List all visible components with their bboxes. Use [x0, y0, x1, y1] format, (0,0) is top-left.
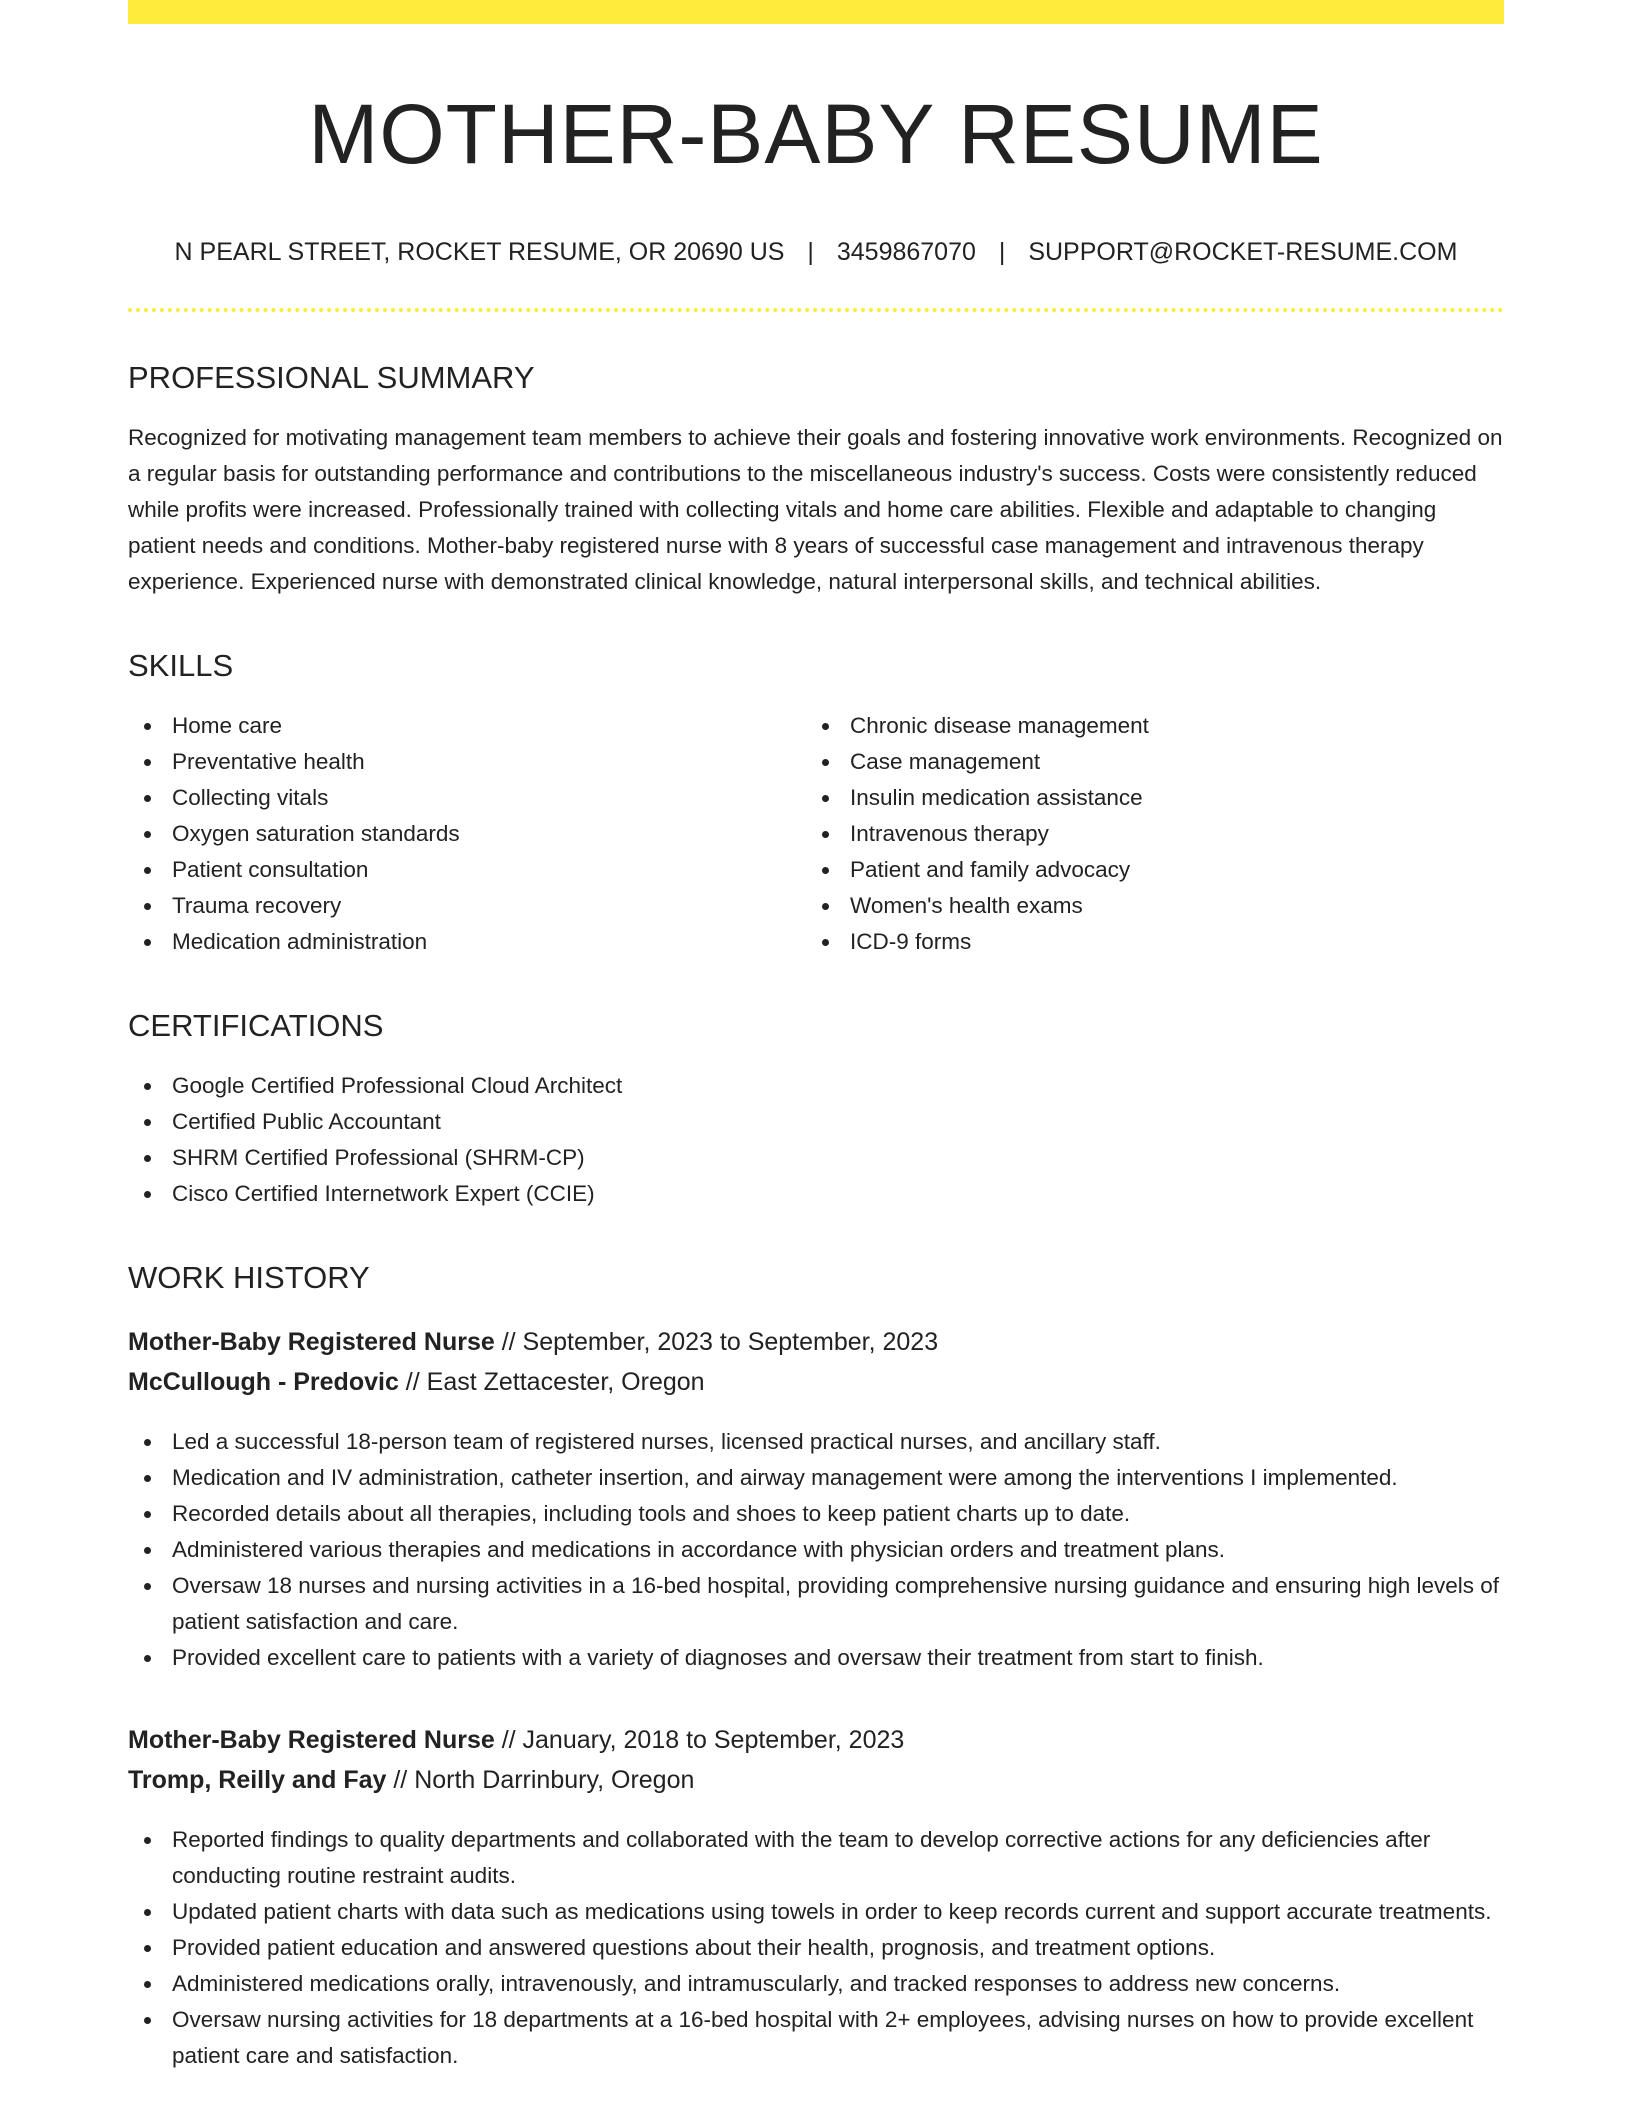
section-title-work-history: WORK HISTORY	[128, 1260, 370, 1295]
job-entry	[128, 1720, 1504, 2074]
job-bullets	[128, 1822, 1504, 2074]
certification-item: Google Certified Professional Cloud Architect	[128, 1068, 1504, 1104]
address: N PEARL STREET, ROCKET RESUME, OR 20690 US	[174, 238, 785, 266]
resume-page	[128, 0, 1504, 2112]
certifications-list	[128, 1068, 1504, 1212]
skill-item: Intravenous therapy	[806, 816, 1484, 852]
section-title-certifications: CERTIFICATIONS	[128, 1008, 384, 1043]
skill-item: Chronic disease management	[806, 708, 1484, 744]
skill-item: Collecting vitals	[128, 780, 806, 816]
job-company-line	[128, 1760, 1504, 1800]
job-bullet: Administered various therapies and medications in accordance with physician orders and treatment plans.	[128, 1532, 1504, 1568]
job-title-line	[128, 1322, 1504, 1362]
skill-item: Patient and family advocacy	[806, 852, 1484, 888]
job-bullet: Provided patient education and answered questions about their health, prognosis, and treatment options.	[128, 1930, 1504, 1966]
skill-item: Case management	[806, 744, 1484, 780]
job-role: Mother-Baby Registered Nurse	[128, 1328, 495, 1356]
skills-grid	[128, 708, 1504, 960]
skill-item: Women's health exams	[806, 888, 1484, 924]
job-bullet: Led a successful 18-person team of registered nurses, licensed practical nurses, and ancillary staff.	[128, 1424, 1504, 1460]
separator: |	[998, 238, 1006, 266]
skill-item: Patient consultation	[128, 852, 806, 888]
resume-title: MOTHER-BABY RESUME	[308, 87, 1324, 181]
job-location: // East Zettacester, Oregon	[398, 1368, 705, 1396]
job-dates: // January, 2018 to September, 2023	[494, 1726, 905, 1754]
skill-item: Trauma recovery	[128, 888, 806, 924]
skills-right-list	[806, 708, 1484, 960]
job-bullet: Medication and IV administration, catheter insertion, and airway management were among the interventions I implemented.	[128, 1460, 1504, 1496]
certification-item: Cisco Certified Internetwork Expert (CCIE)	[128, 1176, 1504, 1212]
email: SUPPORT@ROCKET-RESUME.COM	[1028, 238, 1458, 266]
section-title-skills: SKILLS	[128, 648, 234, 683]
job-bullet: Oversaw nursing activities for 18 departments at a 16-bed hospital with 2+ employees, advising nurses on how to provide excellent patient care and satisfaction.	[128, 2002, 1504, 2074]
job-company-line	[128, 1362, 1504, 1402]
section-title-summary: PROFESSIONAL SUMMARY	[128, 360, 535, 395]
job-location: // North Darrinbury, Oregon	[386, 1766, 695, 1794]
skill-item: Medication administration	[128, 924, 806, 960]
job-bullet: Provided excellent care to patients with a variety of diagnoses and oversaw their treatment from start to finish.	[128, 1640, 1504, 1676]
job-company: Tromp, Reilly and Fay	[128, 1766, 387, 1794]
phone: 3459867070	[836, 238, 976, 266]
skills-left-list	[128, 708, 806, 960]
skill-item: ICD-9 forms	[806, 924, 1484, 960]
job-bullet: Administered medications orally, intravenously, and intramuscularly, and tracked responses to address new concerns.	[128, 1966, 1504, 2002]
job-dates: // September, 2023 to September, 2023	[494, 1328, 939, 1356]
separator: |	[807, 238, 814, 266]
dotted-divider	[128, 308, 1504, 312]
job-role: Mother-Baby Registered Nurse	[128, 1726, 495, 1754]
job-bullet: Oversaw 18 nurses and nursing activities in a 16-bed hospital, providing comprehensive nursing guidance and ensuring high levels of patient satisfaction and care.	[128, 1568, 1504, 1640]
skill-item: Preventative health	[128, 744, 806, 780]
job-title-line	[128, 1720, 1504, 1760]
job-company: McCullough - Predovic	[128, 1368, 399, 1396]
job-bullet: Updated patient charts with data such as medications using towels in order to keep records current and support accurate treatments.	[128, 1894, 1504, 1930]
skill-item: Home care	[128, 708, 806, 744]
skill-item: Insulin medication assistance	[806, 780, 1484, 816]
summary-text: Recognized for motivating management team members to achieve their goals and fostering innovative work environments. Recognized on a regular basis for outstanding performance and contributions to the miscellaneous industry's success. Costs were consistently reduced while profits were increased. Professionally trained with collecting vitals and home care abilities. Flexible and adaptable to changing patient needs and conditions. Mother-baby registered nurse with 8 years of successful case management and intravenous therapy experience. Experienced nurse with demonstrated clinical knowledge, natural interpersonal skills, and technical abilities.	[128, 425, 1503, 594]
accent-bar	[128, 0, 1504, 24]
job-bullet: Recorded details about all therapies, including tools and shoes to keep patient charts up to date.	[128, 1496, 1504, 1532]
job-bullet: Reported findings to quality departments and collaborated with the team to develop corrective actions for any deficiencies after conducting routine restraint audits.	[128, 1822, 1504, 1894]
job-bullets	[128, 1424, 1504, 1676]
certification-item: Certified Public Accountant	[128, 1104, 1504, 1140]
contact-line	[128, 236, 1504, 268]
skill-item: Oxygen saturation standards	[128, 816, 806, 852]
job-entry	[128, 1322, 1504, 1676]
certification-item: SHRM Certified Professional (SHRM-CP)	[128, 1140, 1504, 1176]
